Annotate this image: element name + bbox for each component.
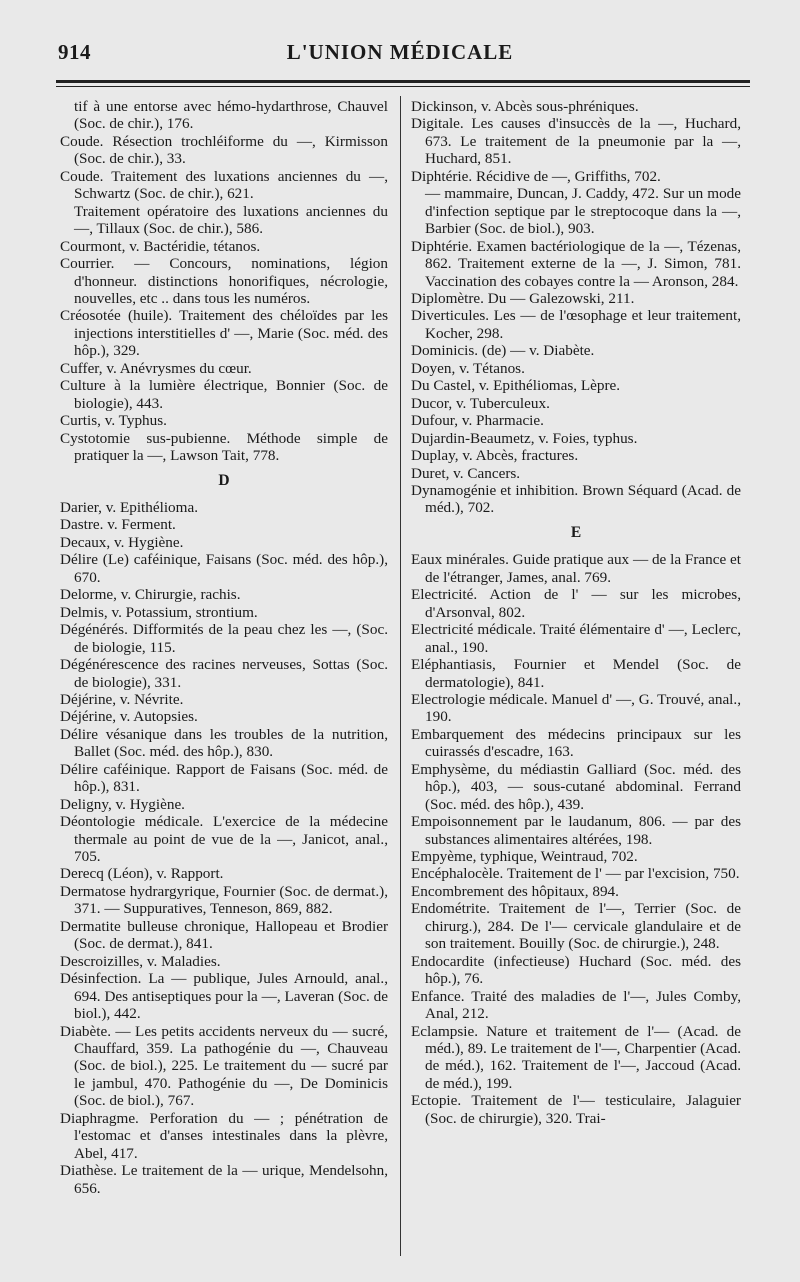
index-entry: Dégénérés. Difformités de la peau chez les —, (Soc. de biologie, 115.	[60, 621, 388, 656]
running-title: L'UNION MÉDICALE	[286, 40, 514, 64]
index-entry: Du Castel, v. Epithéliomas, Lèpre.	[411, 377, 621, 395]
index-entry: Deligny, v. Hygiène.	[60, 795, 185, 813]
index-entry: Délire vésanique dans les troubles de la nutrition, Ballet (Soc. méd. des hôp.), 830.	[60, 725, 388, 761]
index-entry: Diplomètre. Du — Galezowski, 211.	[411, 289, 635, 307]
index-entry: Dufour, v. Pharmacie.	[411, 412, 544, 430]
page-header	[0, 40, 800, 80]
index-entry: Decaux, v. Hygiène.	[60, 533, 184, 551]
index-entry: Coude. Résection trochléiforme du —, Kirmisson (Soc. de chir.), 33.	[60, 132, 388, 168]
index-entry: Coude. Traitement des luxations anciennes du —, Schwartz (Soc. de chir.), 621.	[60, 167, 388, 203]
index-entry: Dastre. v. Ferment.	[60, 516, 176, 534]
index-entry: Endocardite (infectieuse) Huchard (Soc. méd. des hôp.), 76.	[411, 952, 741, 988]
index-entry: Créosotée (huile). Traitement des chéloïdes par les injections interstitielles d' —, Marie (Soc. méd. des hôp.), 329.	[60, 307, 388, 360]
index-entry: Désinfection. La — publique, Jules Arnould, anal., 694. Des antiseptiques pour la —, Laveran (Soc. de biol.), 442.	[60, 970, 388, 1023]
index-entry: Eléphantiasis, Fournier et Mendel (Soc. de dermatologie), 841.	[411, 656, 741, 691]
index-entry: Courrier. — Concours, nominations, légion d'honneur. distinctions honorifiques, nécrologie, nouvelles, etc .. dans tous les numéros.	[60, 255, 388, 307]
index-entry: Enfance. Traité des maladies de l'—, Jules Comby, Anal, 212.	[411, 987, 741, 1023]
index-entry: Descroizilles, v. Maladies.	[60, 952, 221, 970]
index-entry: Dégénérescence des racines nerveuses, Sottas (Soc. de biologie), 331.	[60, 656, 388, 691]
index-entry: Dujardin-Beaumetz, v. Foies, typhus.	[411, 429, 638, 447]
left-column	[60, 98, 388, 1197]
index-entry: Délire (Le) caféinique, Faisans (Soc. méd. des hôp.), 670.	[60, 551, 388, 586]
index-entry: Duplay, v. Abcès, fractures.	[411, 447, 579, 465]
index-entry: Cuffer, v. Anévrysmes du cœur.	[60, 359, 252, 377]
index-entry: Dynamogénie et inhibition. Brown Séquard (Acad. de méd.), 702.	[411, 481, 741, 517]
index-entry: Diphtérie. Examen bactériologique de la —, Tézenas, 862. Traitement externe de la —, J. Simon, 781. Vaccination des cobayes contre la — Aronson, 284.	[411, 237, 741, 290]
index-entry: Electricité. Action de l' — sur les microbes, d'Arsonval, 802.	[411, 586, 741, 621]
index-entry: Eclampsie. Nature et traitement de l'— (Acad. de méd.), 89. Le traitement de l'—, Charpentier (Acad. de méd.), 162. Traitement de l'—, Jaccoud (Acad. de méd.), 199.	[411, 1022, 741, 1092]
index-entry: Diverticules. Les — de l'œsophage et leur traitement, Kocher, 298.	[411, 307, 741, 342]
index-entry: Culture à la lumière électrique, Bonnier (Soc. de biologie), 443.	[60, 377, 388, 412]
index-entry: Diphtérie. Récidive de —, Griffiths, 702.	[411, 167, 661, 185]
index-entry: Doyen, v. Tétanos.	[411, 359, 525, 377]
index-entry: Duret, v. Cancers.	[411, 464, 521, 482]
section-letter: E	[570, 523, 582, 541]
index-entry: Electrologie médicale. Manuel d' —, G. Trouvé, anal., 190.	[411, 690, 741, 726]
index-entry: Delorme, v. Chirurgie, rachis.	[60, 586, 241, 604]
index-subentry: Traitement opératoire des luxations anciennes du —, Tillaux (Soc. de chir.), 586.	[74, 202, 388, 238]
index-entry: Cystotomie sus-pubienne. Méthode simple de pratiquer la —, Lawson Tait, 778.	[60, 429, 388, 465]
index-entry: Encombrement des hôpitaux, 894.	[411, 882, 619, 900]
index-entry: Delmis, v. Potassium, strontium.	[60, 603, 258, 621]
index-entry: Ducor, v. Tuberculeux.	[411, 394, 550, 412]
index-entry: Dickinson, v. Abcès sous-phréniques.	[411, 98, 639, 115]
index-entry: Dominicis. (de) — v. Diabète.	[411, 342, 595, 360]
index-entry: Darier, v. Epithélioma.	[60, 498, 198, 516]
header-rule	[56, 80, 750, 83]
index-entry: Délire caféinique. Rapport de Faisans (Soc. méd. de hôp.), 831.	[60, 760, 388, 796]
column-divider	[400, 96, 401, 1256]
index-entry: Electricité médicale. Traité élémentaire d' —, Leclerc, anal., 190.	[411, 621, 741, 656]
right-column	[411, 98, 741, 1127]
index-entry: Digitale. Les causes d'insuccès de la —, Huchard, 673. Le traitement de la pneumonie par la —, Huchard, 851.	[411, 115, 741, 168]
index-entry: Courmont, v. Bactéridie, tétanos.	[60, 237, 261, 255]
header-rule-thin	[56, 86, 750, 87]
index-entry: Déontologie médicale. L'exercice de la médecine thermale au point de vue de la —, Janicot, anal., 705.	[60, 813, 388, 866]
index-entry: Encéphalocèle. Traitement de l' — par l'excision, 750.	[411, 865, 740, 883]
index-entry: Empoisonnement par le laudanum, 806. — par des substances alimentaires altérées, 198.	[411, 813, 741, 848]
index-entry: Diaphragme. Perforation du — ; pénétration de l'estomac et d'anses intestinales dans la plèvre, Abel, 417.	[60, 1109, 388, 1162]
index-entry: Diabète. — Les petits accidents nerveux du — sucré, Chauffard, 359. La pathogénie du —, Chauveau (Soc. de biol.), 225. Le traitement du — sucré par le jambul, 470. Pathogénie du —, De Dominicis (Soc. de biol.), 767.	[60, 1022, 388, 1110]
index-entry: Endométrite. Traitement de l'—, Terrier (Soc. de chirurg.), 284. De l'— cervicale glandulaire et de son traitement. Bouilly (Soc. de chirurgie.), 248.	[411, 900, 741, 953]
page-number: 914	[58, 40, 91, 64]
index-entry: Derecq (Léon), v. Rapport.	[60, 865, 224, 883]
index-entry: Déjérine, v. Autopsies.	[60, 708, 198, 726]
index-entry: Curtis, v. Typhus.	[60, 412, 167, 430]
index-entry: Dermatose hydrargyrique, Fournier (Soc. de dermat.), 371. — Suppuratives, Tenneson, 869, 882.	[60, 882, 388, 918]
index-entry: Embarquement des médecins principaux sur les cuirassés d'escadre, 163.	[411, 725, 741, 761]
index-entry: Diathèse. Le traitement de la — urique, Mendelsohn, 656.	[60, 1162, 388, 1197]
index-entry: Dermatite bulleuse chronique, Hallopeau et Brodier (Soc. de dermat.), 841.	[60, 917, 388, 953]
index-subentry: tif à une entorse avec hémo-hydarthrose, Chauvel (Soc. de chir.), 176.	[74, 98, 388, 133]
index-entry: Déjérine, v. Névrite.	[60, 690, 184, 708]
index-entry: Ectopie. Traitement de l'— testiculaire, Jalaguier (Soc. de chirurgie), 320. Trai-	[411, 1092, 741, 1127]
index-entry: Emphysème, du médiastin Galliard (Soc. méd. des hôp.), 403, — sous-cutané abdominal. Ferrand (Soc. méd. des hôp.), 439.	[411, 760, 741, 813]
index-subentry: — mammaire, Duncan, J. Caddy, 472. Sur un mode d'infection septique par le streptocoque dans la —, Barbier (Soc. de biol.), 903.	[425, 185, 741, 238]
section-letter: D	[218, 471, 230, 489]
index-entry: Empyème, typhique, Weintraud, 702.	[411, 848, 638, 866]
index-entry: Eaux minérales. Guide pratique aux — de la France et de l'étranger, James, anal. 769.	[411, 551, 741, 586]
